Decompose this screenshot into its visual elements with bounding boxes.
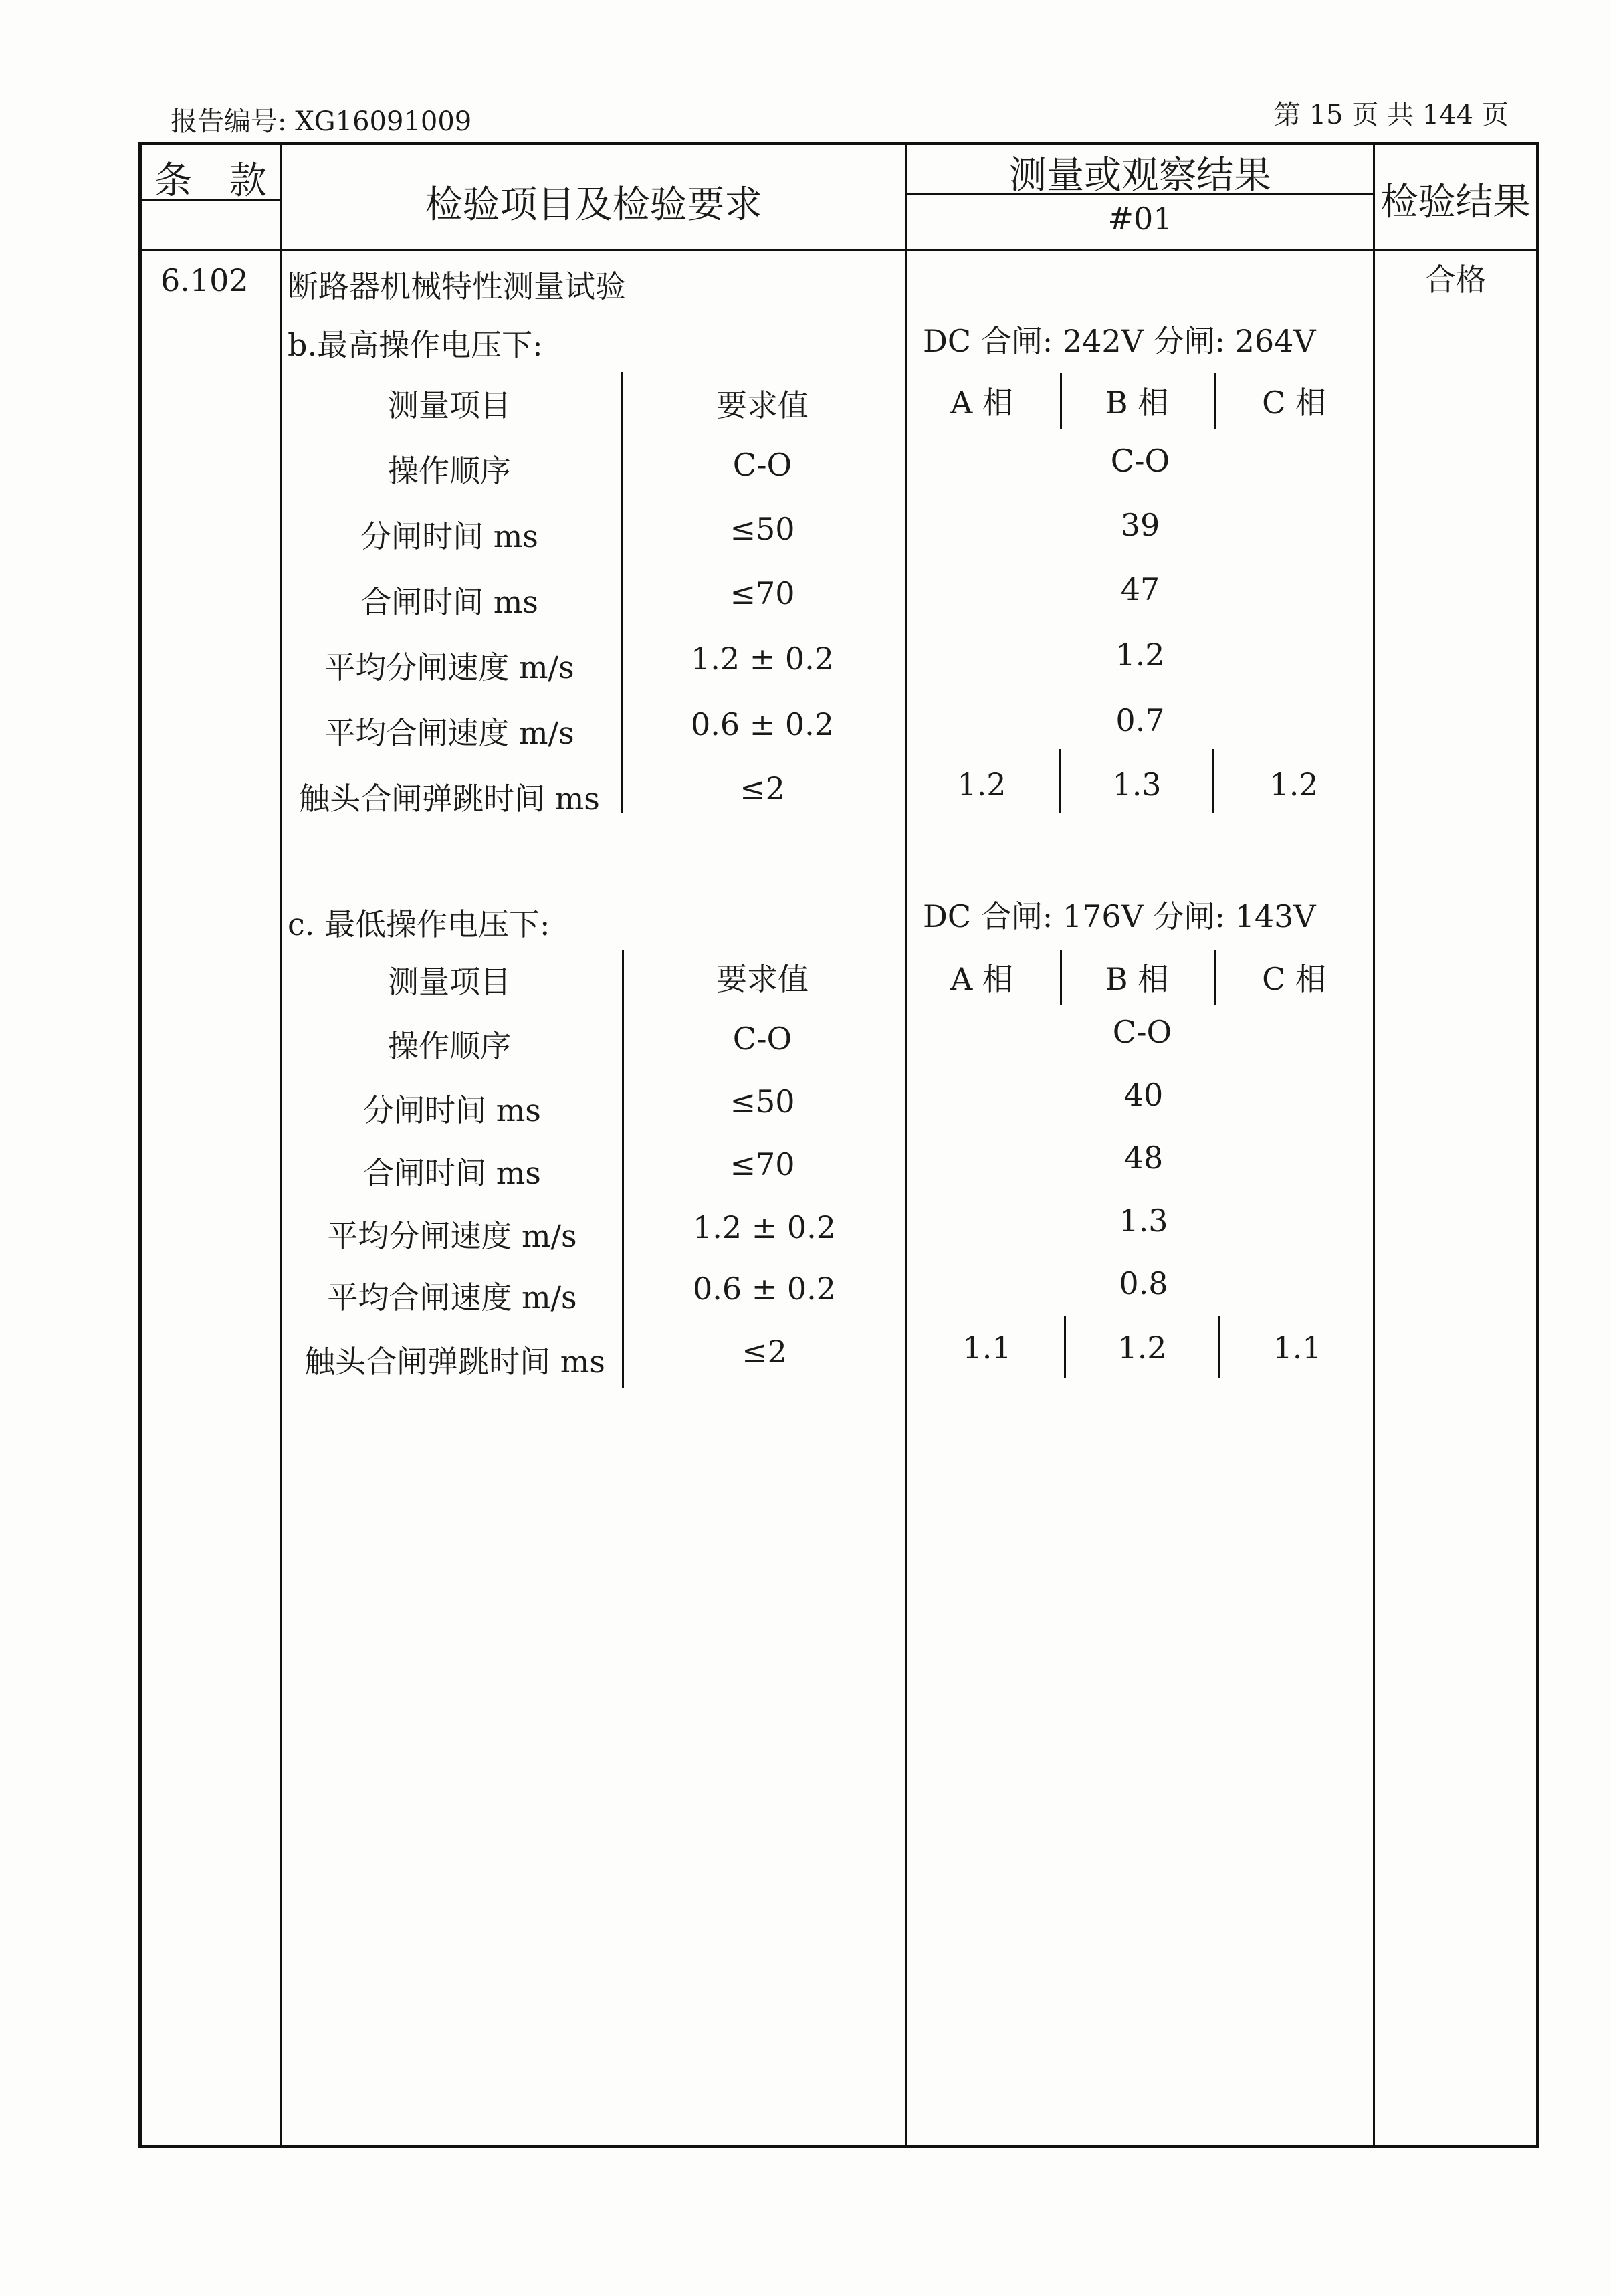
page-number: 第 15 页 共 144 页 xyxy=(1274,100,1509,130)
section-b-bounce-a: 1.2 xyxy=(957,766,1006,803)
section-c-voltage: DC 合闸: 176V 分闸: 143V xyxy=(923,898,1316,934)
section-c-bounce-a: 1.1 xyxy=(962,1330,1012,1366)
section-c-phase-divider-2 xyxy=(1214,950,1216,1005)
report-number: 报告编号: XG16091009 xyxy=(171,106,472,137)
section-b-row-0-val: C-O xyxy=(1110,443,1170,479)
section-c-row-0-val: C-O xyxy=(1112,1014,1172,1050)
section-c-row-3-req: 1.2 ± 0.2 xyxy=(692,1209,837,1245)
section-c-bounce-item: 触头合闸弹跳时间 ms xyxy=(304,1344,605,1380)
clause-header: 条 款 xyxy=(154,159,267,203)
section-b-row-4-val: 0.7 xyxy=(1115,702,1165,738)
section-b-row-0-item: 操作顺序 xyxy=(388,453,511,489)
section-c-bounce-b: 1.2 xyxy=(1117,1330,1167,1366)
section-c-bounce-c: 1.1 xyxy=(1273,1330,1322,1366)
section-b-heading: b.最高操作电压下: xyxy=(288,327,543,363)
section-c-row-3-val: 1.3 xyxy=(1119,1203,1168,1239)
section-b-row-3-item: 平均分闸速度 m/s xyxy=(324,649,574,686)
section-c-row-4-val: 0.8 xyxy=(1119,1265,1168,1301)
section-c-bounce-divider-2 xyxy=(1218,1316,1220,1378)
col-divider-item xyxy=(905,142,907,2145)
section-c-row-2-val: 48 xyxy=(1123,1140,1164,1176)
table-bottom-border xyxy=(138,2145,1539,2148)
section-b-row-3-val: 1.2 xyxy=(1115,637,1165,673)
section-b-bounce-c: 1.2 xyxy=(1269,766,1319,803)
section-b-col-item: 测量项目 xyxy=(388,387,511,423)
measure-header: 测量或观察结果 xyxy=(1009,154,1271,197)
section-b-col-req: 要求值 xyxy=(716,387,809,423)
col-divider-clause xyxy=(280,142,282,2145)
table-right-border xyxy=(1536,142,1539,2148)
section-b-row-1-item: 分闸时间 ms xyxy=(360,518,538,554)
section-b-row-1-req: ≤50 xyxy=(730,511,795,547)
section-c-row-0-item: 操作顺序 xyxy=(388,1028,511,1064)
section-c-item-divider xyxy=(622,950,624,1388)
section-c-phase-c: C 相 xyxy=(1262,961,1326,997)
section-c-heading: c. 最低操作电压下: xyxy=(288,906,550,942)
test-result: 合格 xyxy=(1424,262,1487,298)
section-c-phase-a: A 相 xyxy=(950,961,1013,997)
section-c-row-2-req: ≤70 xyxy=(730,1146,795,1182)
header-bottom-line xyxy=(138,249,1539,251)
section-b-row-4-req: 0.6 ± 0.2 xyxy=(690,706,835,742)
section-b-row-2-item: 合闸时间 ms xyxy=(360,584,538,620)
section-b-row-1-val: 39 xyxy=(1120,507,1160,543)
section-b-voltage: DC 合闸: 242V 分闸: 264V xyxy=(923,323,1316,359)
item-header: 检验项目及检验要求 xyxy=(425,183,762,227)
result-header: 检验结果 xyxy=(1380,181,1531,224)
section-b-bounce-divider-2 xyxy=(1212,749,1214,813)
col-divider-measure xyxy=(1373,142,1375,2145)
section-b-phase-divider-1 xyxy=(1060,373,1062,429)
table-top-border xyxy=(138,142,1539,145)
clause-number: 6.102 xyxy=(160,262,249,298)
section-c-row-4-req: 0.6 ± 0.2 xyxy=(692,1271,837,1307)
section-c-col-req: 要求值 xyxy=(716,961,809,997)
section-b-phase-c: C 相 xyxy=(1262,385,1326,421)
section-b-row-3-req: 1.2 ± 0.2 xyxy=(690,641,835,677)
table-left-border xyxy=(138,142,142,2148)
test-title: 断路器机械特性测量试验 xyxy=(288,268,626,304)
section-c-phase-b: B 相 xyxy=(1105,961,1169,997)
section-b-phase-divider-2 xyxy=(1214,373,1216,429)
section-c-row-0-req: C-O xyxy=(732,1021,792,1057)
sample-number: #01 xyxy=(1107,201,1173,237)
section-c-bounce-divider-1 xyxy=(1064,1316,1066,1378)
section-c-row-2-item: 合闸时间 ms xyxy=(363,1155,541,1191)
section-c-bounce-req: ≤2 xyxy=(742,1334,787,1370)
section-b-row-2-req: ≤70 xyxy=(730,575,795,611)
section-b-item-divider xyxy=(621,372,623,813)
section-b-bounce-req: ≤2 xyxy=(740,770,785,807)
section-b-row-4-item: 平均合闸速度 m/s xyxy=(324,715,574,751)
section-b-bounce-item: 触头合闸弹跳时间 ms xyxy=(299,780,600,817)
section-c-row-4-item: 平均合闸速度 m/s xyxy=(327,1279,577,1316)
section-b-row-0-req: C-O xyxy=(732,447,792,483)
section-c-col-item: 测量项目 xyxy=(388,964,511,1000)
section-c-row-1-val: 40 xyxy=(1123,1077,1164,1113)
section-c-row-1-item: 分闸时间 ms xyxy=(363,1092,541,1128)
section-b-phase-a: A 相 xyxy=(950,385,1013,421)
section-b-bounce-b: 1.3 xyxy=(1112,766,1162,803)
section-c-row-1-req: ≤50 xyxy=(730,1083,795,1120)
section-c-row-3-item: 平均分闸速度 m/s xyxy=(327,1218,577,1254)
section-c-phase-divider-1 xyxy=(1060,950,1062,1005)
section-b-bounce-divider-1 xyxy=(1059,749,1061,813)
section-b-phase-b: B 相 xyxy=(1105,385,1169,421)
section-b-row-2-val: 47 xyxy=(1120,571,1160,607)
